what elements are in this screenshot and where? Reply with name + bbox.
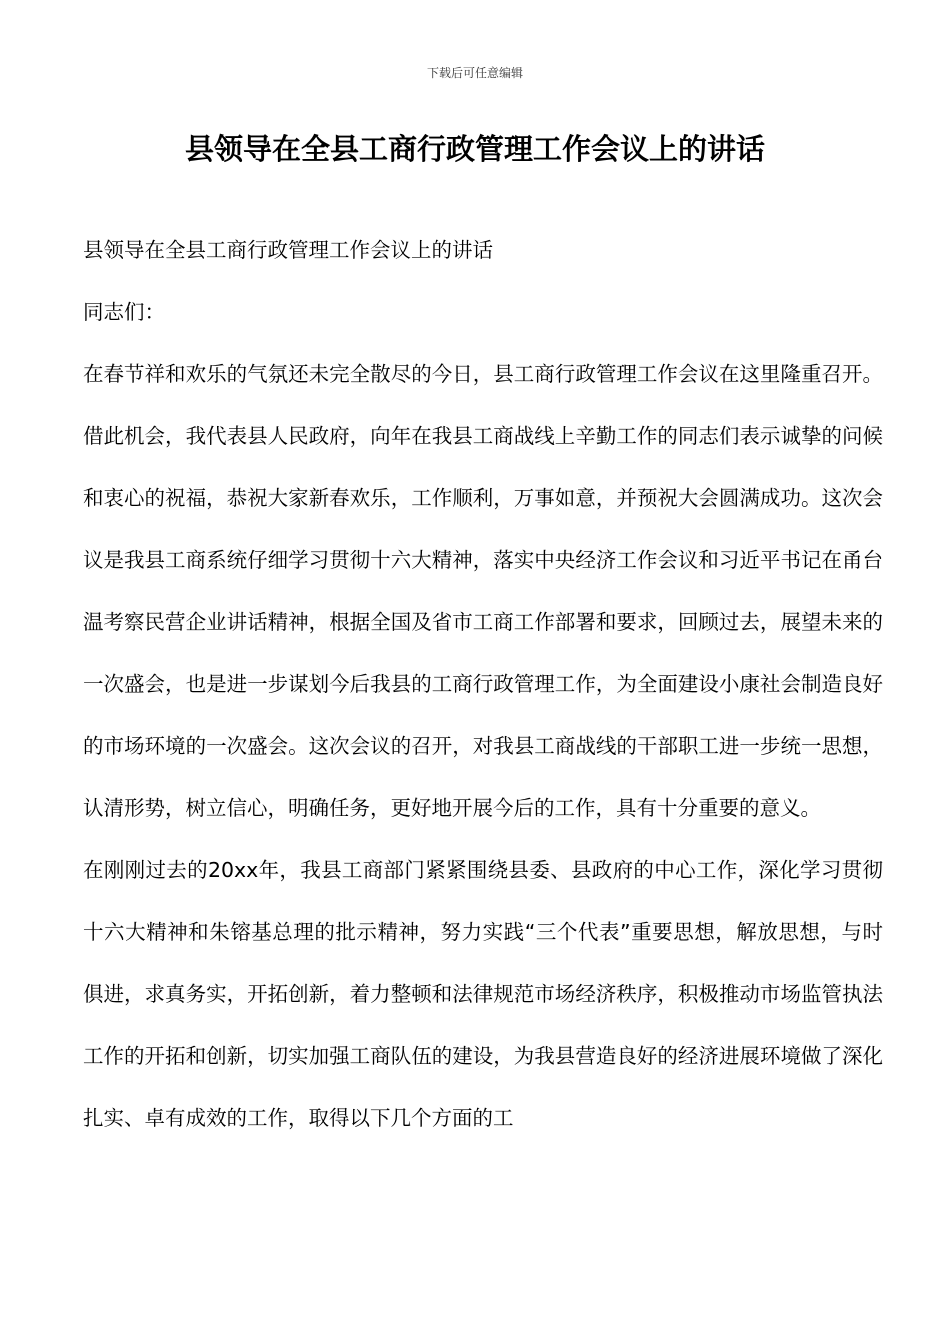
document-title: 县领导在全县工商行政管理工作会议上的讲话 — [184, 132, 765, 166]
paragraph-1: 在春节祥和欢乐的气氛还未完全散尽的今日，县工商行政管理工作会议在这里隆重召开。借此机会，我代表县人民政府，向年在我县工商战线上辛勤工作的同志们表示诚挚的问候和衷心的祝福，恭祝大家新春欢乐，工作顺利，万事如意，并预祝大会圆满成功。这次会议是我县工商系统仔细学习贯彻十六大精神，落实中央经济工作会议和习近平书记在甬台温考察民营企业讲话精神，根据全国及省市工商工作部署和要求，回顾过去，展望未来的一次盛会，也是进一步谋划今后我县的工商行政管理工作，为全面建设小康社会制造良好的市场环境的一次盛会。这次会议的召开，对我县工商战线的干部职工进一步统一思想，认清形势，树立信心，明确任务，更好地开展今后的工作，具有十分重要的意义。 — [83, 362, 883, 820]
document-body — [83, 219, 883, 1149]
paragraph-2: 在刚刚过去的20xx年，我县工商部门紧紧围绕县委、县政府的中心工作，深化学习贯彻十六大精神和朱镕基总理的批示精神，努力实践“三个代表”重要思想，解放思想，与时俱进，求真务实，开拓创新，着力整顿和法律规范市场经济秩序，积极推动市场监管执法工作的开拓和创新，切实加强工商队伍的建设，为我县营造良好的经济进展环境做了深化扎实、卓有成效的工作，取得以下几个方面的工 — [83, 858, 883, 1130]
header-note: 下载后可任意编辑 — [426, 66, 523, 80]
salutation: 同志们： — [83, 300, 165, 324]
subtitle-line: 县领导在全县工商行政管理工作会议上的讲话 — [83, 238, 493, 262]
